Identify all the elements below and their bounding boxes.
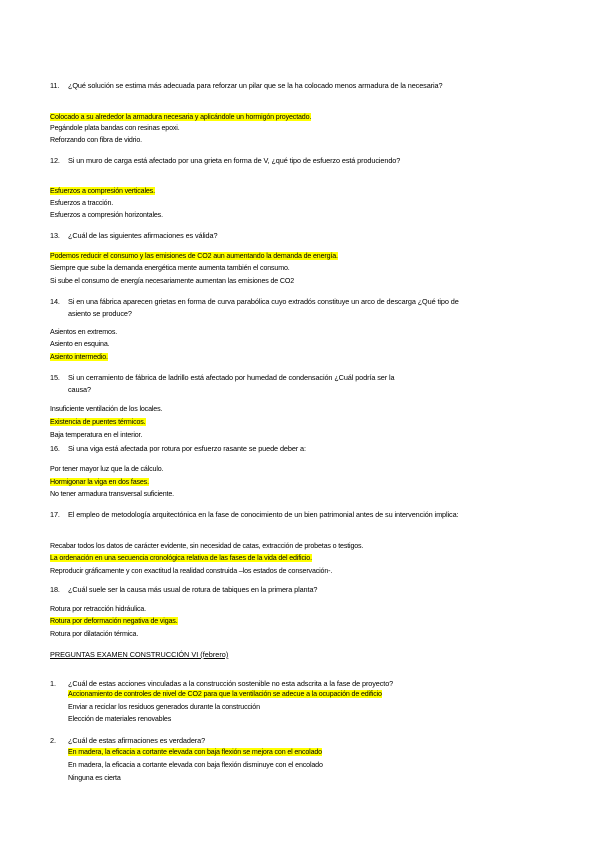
- question-number: 2.: [50, 736, 56, 745]
- question-13: [50, 230, 470, 242]
- section-question-1: [50, 678, 470, 690]
- question-number: 14.: [50, 297, 60, 306]
- question-18: [50, 584, 470, 596]
- answer-highlighted: Rotura por deformación negativa de vigas.: [50, 617, 178, 625]
- answer-highlighted: Existencia de puentes térmicos.: [50, 418, 146, 426]
- answer: Pegándole plata bandas con resinas epoxi.: [50, 124, 180, 132]
- question-17: [50, 509, 470, 521]
- question-11: [50, 80, 470, 92]
- question-text: ¿Cuál suele ser la causa más usual de rotura de tabiques en la primera planta?: [68, 585, 318, 594]
- answer: Enviar a reciclar los residuos generados durante la construcción: [68, 703, 260, 711]
- question-number: 11.: [50, 81, 60, 90]
- answer-highlighted: Podemos reducir el consumo y las emisiones de CO2 aun aumentando la demanda de energía.: [50, 252, 338, 260]
- answer-highlighted: Asiento intermedio.: [50, 353, 108, 361]
- answer: Siempre que sube la demanda energética mente aumenta también el consumo.: [50, 264, 290, 272]
- question-text: Si un cerramiento de fábrica de ladrillo está afectado por humedad de condensación ¿Cuál podría ser la causa?: [68, 373, 395, 394]
- question-15: [50, 372, 470, 395]
- answer: Baja temperatura en el interior.: [50, 431, 143, 439]
- question-number: 1.: [50, 679, 56, 688]
- question-text: El empleo de metodología arquitectónica en la fase de conocimiento de un bien patrimonial antes de su intervención implica:: [68, 510, 459, 519]
- answer-highlighted: En madera, la eficacia a cortante elevada con baja flexión se mejora con el encolado: [68, 748, 322, 756]
- question-number: 16.: [50, 444, 60, 453]
- question-number: 15.: [50, 373, 60, 382]
- answer: Recabar todos los datos de carácter evidente, sin necesidad de catas, extracción de probetas o testigos.: [50, 542, 364, 550]
- answer: En madera, la eficacia a cortante elevada con baja flexión disminuye con el encolado: [68, 761, 323, 769]
- question-text: ¿Qué solución se estima más adecuada para reforzar un pilar que se la ha colocado menos armadura de la necesaria?: [68, 81, 443, 90]
- answer: Rotura por dilatación térmica.: [50, 630, 139, 638]
- question-number: 12.: [50, 156, 60, 165]
- answer: Elección de materiales renovables: [68, 715, 172, 723]
- question-text: ¿Cuál de las siguientes afirmaciones es válida?: [68, 231, 218, 240]
- question-12: [50, 155, 470, 167]
- answer-highlighted: Esfuerzos a compresión verticales.: [50, 187, 155, 195]
- answer: Esfuerzos a compresión horizontales.: [50, 211, 163, 219]
- answer: Por tener mayor luz que la de cálculo.: [50, 465, 164, 473]
- question-text: ¿Cuál de estas afirmaciones es verdadera?: [68, 736, 206, 745]
- answer: Si sube el consumo de energía necesariamente aumentan las emisiones de CO2: [50, 277, 295, 285]
- question-number: 13.: [50, 231, 60, 240]
- answer: Asiento en esquina.: [50, 340, 110, 348]
- question-14: [50, 296, 470, 319]
- answer: Asientos en extremos.: [50, 328, 118, 336]
- answer-highlighted: La ordenación en una secuencia cronológica relativa de las fases de la vida del edificio.: [50, 554, 312, 562]
- question-number: 18.: [50, 585, 60, 594]
- answer: No tener armadura transversal suficiente.: [50, 490, 174, 498]
- question-text: ¿Cuál de estas acciones vinculadas a la construcción sostenible no esta adscrita a la fase de proyecto?: [68, 679, 394, 688]
- answer-highlighted: Colocado a su alrededor la armadura necesaria y aplicándole un hormigón proyectado.: [50, 113, 312, 121]
- question-text: Si una viga está afectada por rotura por esfuerzo rasante se puede deber a:: [68, 444, 306, 453]
- question-text: Si en una fábrica aparecen grietas en forma de curva parabólica cuyo extradós constituye un arco de descarga ¿Qué tipo de asiento se produce?: [68, 297, 459, 318]
- question-16: [50, 443, 470, 455]
- answer: Reforzando con fibra de vidrio.: [50, 136, 142, 144]
- answer: Esfuerzos a tracción.: [50, 199, 114, 207]
- answer: Insuficiente ventilación de los locales.: [50, 405, 163, 413]
- answer-highlighted: Hormigonar la viga en dos fases.: [50, 478, 149, 486]
- answer: Reproducir gráficamente y con exactitud la realidad construida –los estados de conservación-.: [50, 567, 333, 575]
- section-question-2: [50, 735, 470, 747]
- question-text: Si un muro de carga está afectado por una grieta en forma de V, ¿qué tipo de esfuerzo está produciendo?: [68, 156, 401, 165]
- question-number: 17.: [50, 510, 60, 519]
- answer-highlighted: Accionamiento de controles de nivel de CO2 para que la ventilación se adecue a la ocupación de edificio: [68, 690, 382, 698]
- section-heading: PREGUNTAS EXAMEN CONSTRUCCIÓN VI (febrero): [50, 650, 229, 659]
- answer: Rotura por retracción hidráulica.: [50, 605, 146, 613]
- answer: Ninguna es cierta: [68, 774, 121, 782]
